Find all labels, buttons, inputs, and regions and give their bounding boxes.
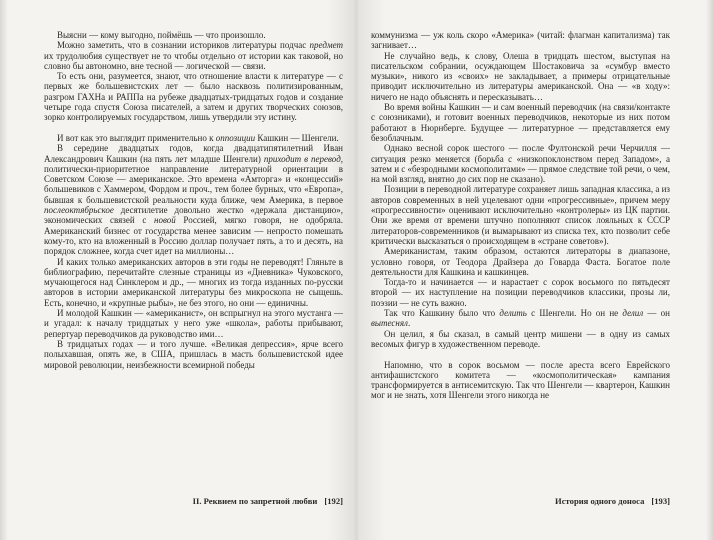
left-page-footer [44, 496, 343, 506]
paragraph: Напомню, что в сорок восьмом — после ареста всего Еврейского антифашистского комитета — «космополитическая» кампания трансформируется в антисемитскую. Так что Шенгели — квартерон, Кашкин мог и не знать, хотя Шенгели этого никогда не [371, 359, 670, 401]
paragraph: Не случайно ведь, к слову, Олеша в тридцать шестом, выступая на писательском собрании, осуждающем Шостаковича за «сумбур вместо музыки», никого из «своих» не закладывает, а примеры отрицательные приводит исключительно из литературы американской. Она — «в ходу»: ничего не надо объяснять и пересказывать… [371, 50, 670, 102]
paragraph: Он целил, я бы сказал, в самый центр мишени — в одну из самых весомых фигур в художественном переводе. [371, 328, 670, 349]
paragraph: коммунизма — уж коль скоро «Америка» (читай: флагман капитализма) так загнивает… [371, 30, 670, 51]
paragraph: В тридцатых годах — и того лучше. «Великая депрессия», ярче всего полыхавшая, опять же, в США, пришлась в масть большевистской идее мировой революции, неизбежности всемирной победы [44, 338, 343, 370]
paragraph: Тогда-то и начинается — и нарастает с сорок восьмого по пятьдесят второй — их наступление на позиции переводчиков классики, прозы ли, поэзии — не суть важно. [371, 277, 670, 308]
paragraph: Однако весной сорок шестого — после Фултонской речи Черчилля — ситуация резко меняется (борьба с «низкопоклонством перед Западом», а затем и с «безродными космополитами» — прямое следствие той речи, о чем, на мой взгляд, внятно до сих пор не сказано). [371, 143, 670, 185]
left-page [44, 30, 343, 488]
paragraph: Можно заметить, что в сознании историков литературы подчас предмет их трудолюбия существует не то чтобы отдельно от истории как таковой, но словно бы автономно, вне тесной — логической — связи. [44, 40, 343, 71]
paragraph: Во время войны Кашкин — и сам военный переводчик (на связи/контакте с союзниками), и готовит военных переводчиков, некоторые из них потом работают в Нюрнберге. Будущее — литературное — представляется ему безоблачным. [371, 102, 670, 143]
right-page [371, 30, 670, 488]
paragraph: И каких только американских авторов в эти годы не переводят! Гляньте в библиографию, перечитайте слезные страницы из «Дневника» Чуковского, мучающегося над Синклером и др., — многих из тогда изданных по-русски авторов в истории американской литературы без микроскопа не сыщешь. Есть, конечно, и «крупные рыбы», не без этого, но они — единичны. [44, 256, 343, 308]
paragraph: Выясни — кому выгодно, поймёшь — что произошло. [57, 30, 266, 40]
running-title: История одного доноса [555, 496, 645, 506]
paragraph: То есть они, разумеется, знают, что отношение власти к литературе — с первых же большевистских лет — было насквозь политизированным, разгром ГАХНа и РАППа на рубеже двадцатых-тридцатых годов и создание четыре года спустя Союза писателей, а затем и других творческих союзов, зорко контролируемых государством, лишь утвердили эту истину. [44, 71, 343, 123]
paragraph: И вот как это выглядит применительно к оппозиции Кашкин — Шенгели. [57, 132, 339, 143]
running-title: II. Реквием по запретной любви [192, 496, 318, 506]
page-number: [193] [651, 496, 670, 506]
page-number: [192] [324, 496, 343, 506]
paragraph: И молодой Кашкин — «американист», он вспрыгнул на этого мустанга — и угадал: к началу тридцатых у него уже «школа», работы прибывают, репертуар переводчиков да руководство ими… [44, 308, 343, 339]
right-page-footer [371, 496, 670, 506]
paragraph: В середине двадцатых годов, когда двадцатипятилетний Иван Александрович Кашкин (на пять лет младше Шенгели) приходит в перевод, политически-приоритетное направление литературной ориентации в Советском Союзе — американское. Это времена «Амторга» и «концессий» большевиков с Хаммером, Фордом и проч., тем более бурных, что «Европа», бывшая к большевистской реальности куда ближе, чем Америка, в первое послеоктябрьское десятилетие довольно жестко «держала дистанцию», экономических связей с новой Россией, мягко говоря, не одобряла. Американский бизнес от государства менее зависим — непросто помешать кому-то, кто на вложенный в Россию доллар получает пять, а то и десять, на порядок сложнее, когда счет идет на миллионы… [44, 143, 343, 257]
paragraph: Позиции в переводной литературе сохраняет лишь западная классика, а из авторов современных в ней уцелевают одни «прогрессивные», причем меру «прогрессивности» оценивают исключительно «контролеры» из ЦК партии. Они же время от времени штучно пополняют список лояльных к СССР литераторов-современников (и вымарывают из списка тех, кто позволит себе критически высказаться о происходящем в «стране советов»). [371, 184, 670, 246]
paragraph: Американистам, таким образом, остаются литераторы в диапазоне, условно говоря, от Теодора Драйзера до Говарда Фаста. Богатое поле деятельности для Кашкина и кашкинцев. [371, 246, 670, 277]
paragraph: Так что Кашкину было что делить с Шенгели. Но он не делил — он вытеснял. [371, 308, 670, 329]
